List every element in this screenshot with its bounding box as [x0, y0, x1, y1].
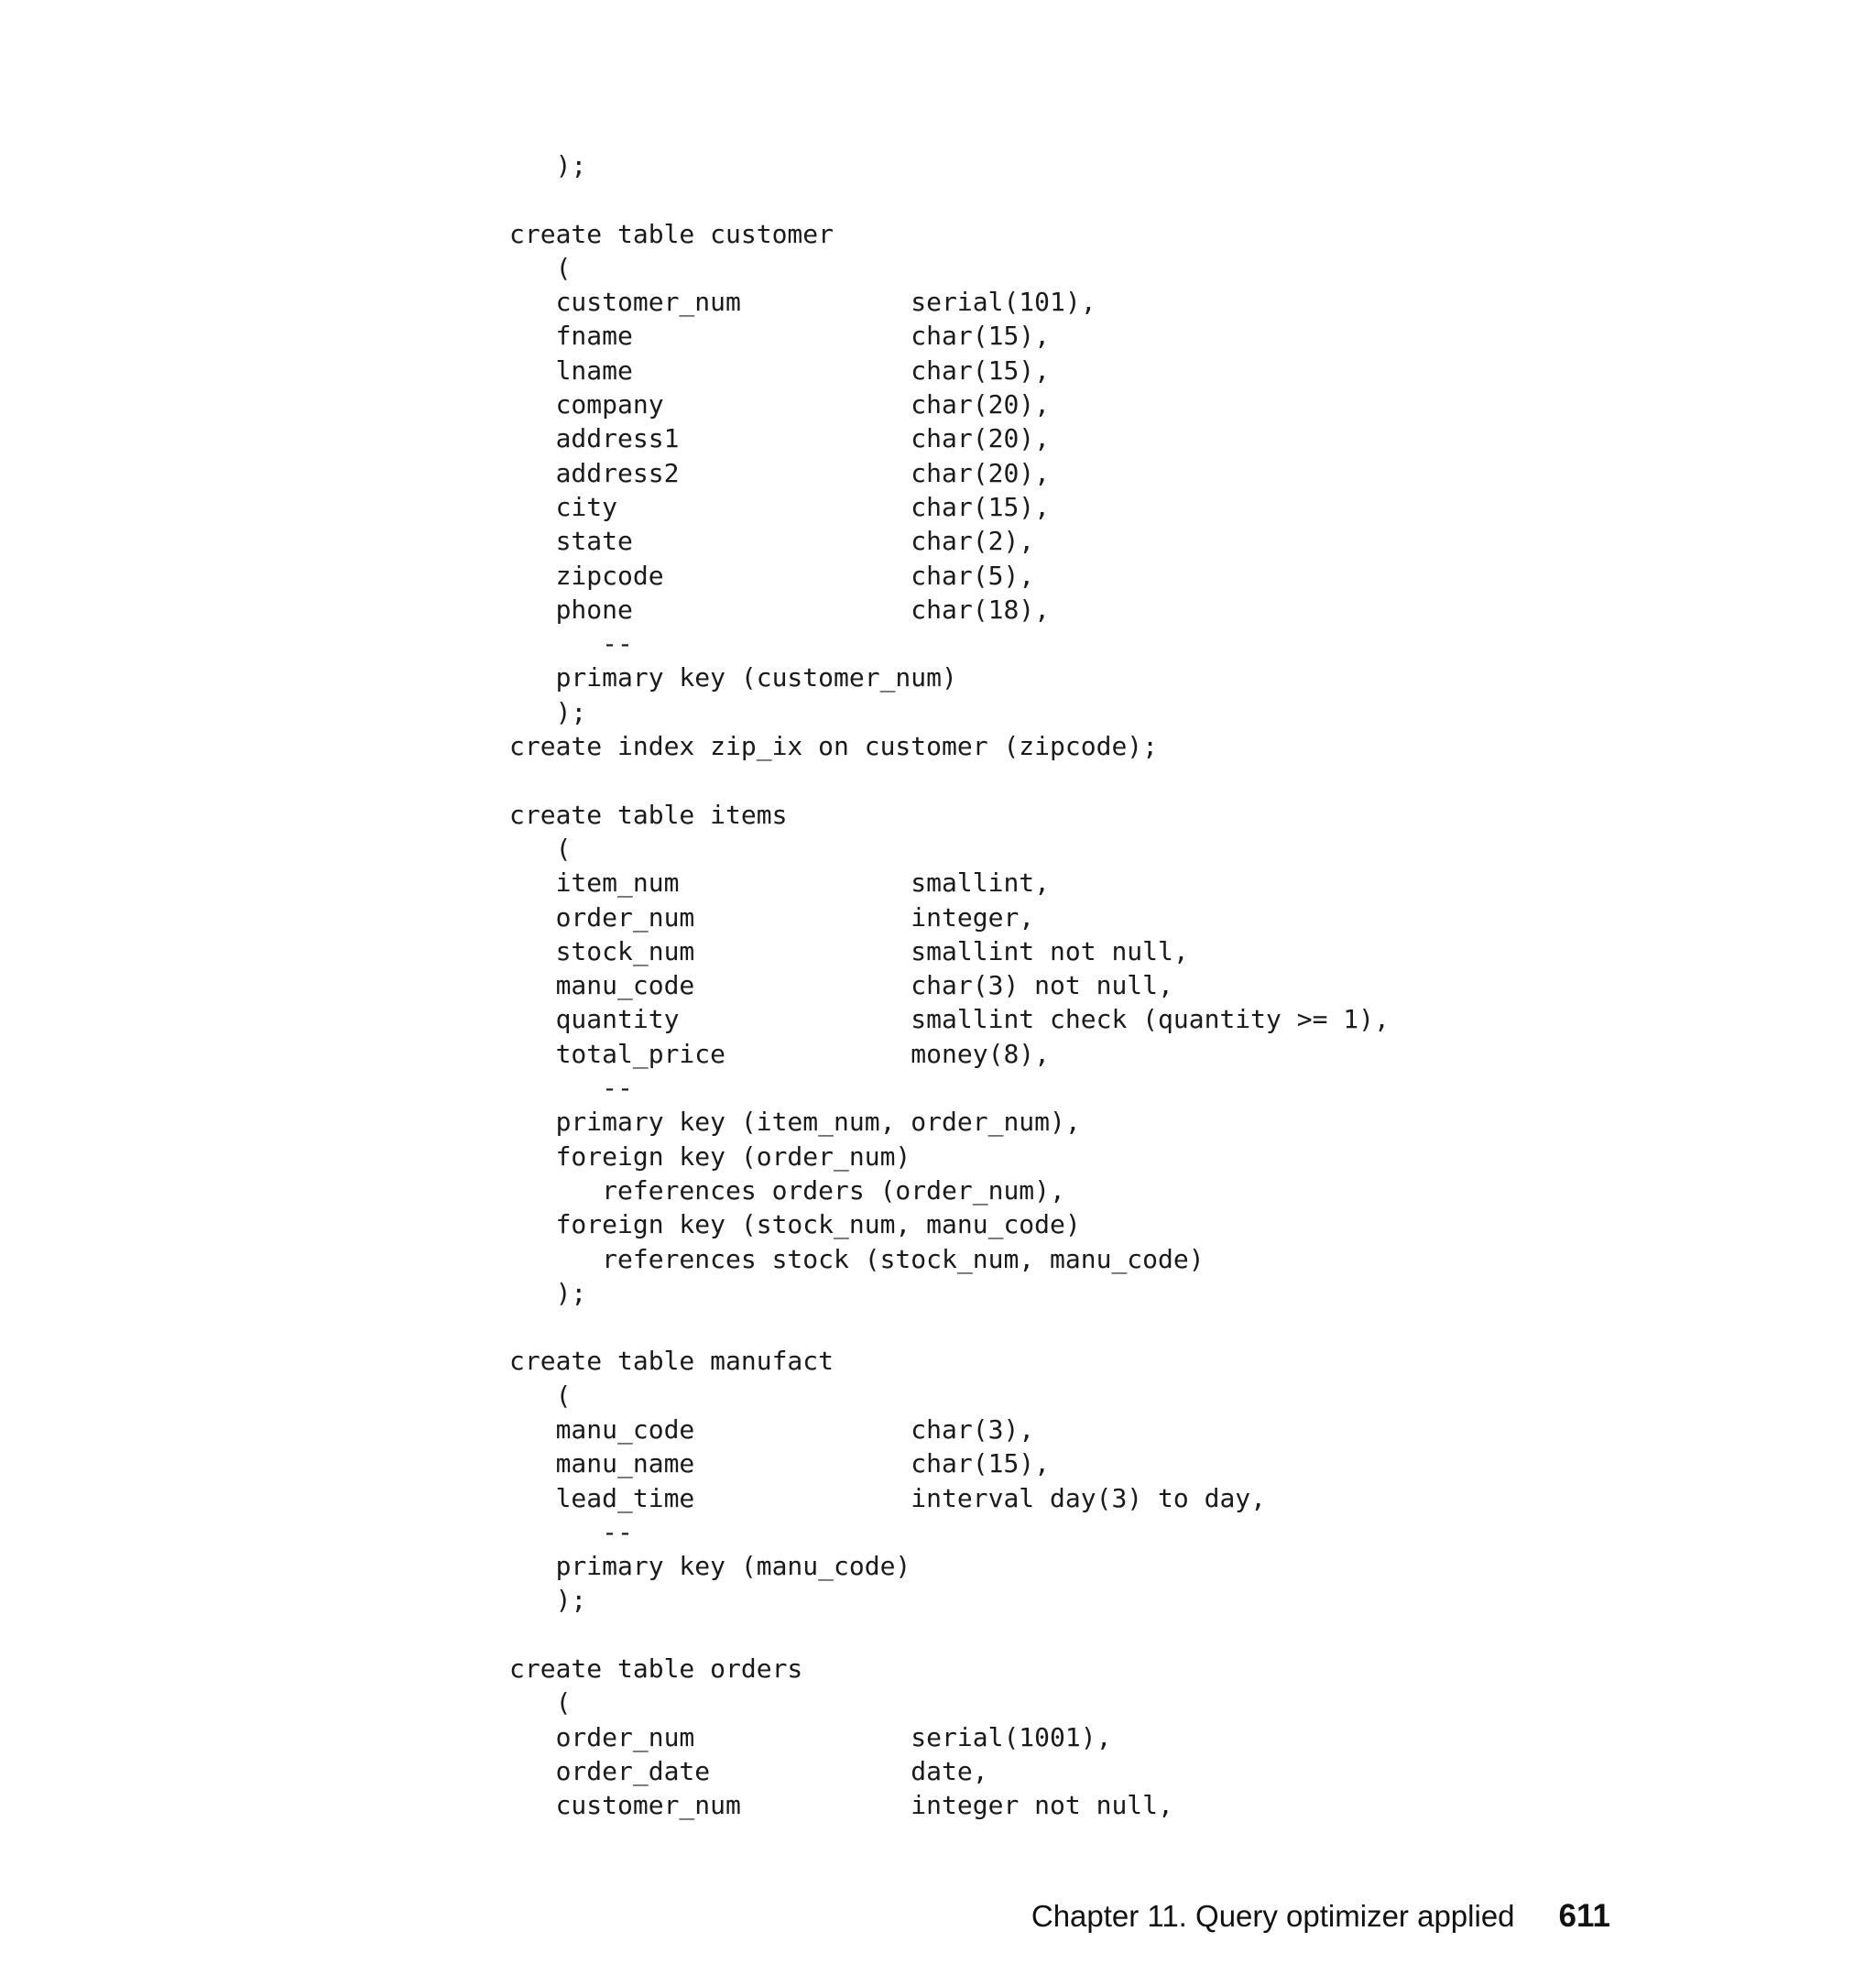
code-line: quantity smallint check (quantity >= 1), — [509, 1004, 1390, 1035]
code-line: total_price money(8), — [509, 1038, 1051, 1069]
code-listing — [509, 148, 1390, 1823]
code-line — [509, 182, 1390, 216]
code-line: ( — [509, 833, 572, 864]
code-line: ); — [509, 150, 587, 180]
code-line: order_num integer, — [509, 901, 1035, 933]
code-line — [509, 763, 1390, 797]
code-line: customer_num serial(101), — [509, 287, 1096, 318]
code-line: customer_num integer not null, — [509, 1790, 1173, 1821]
code-line: -- — [509, 1073, 633, 1104]
code-line: create index zip_ix on customer (zipcode); — [509, 731, 1159, 762]
code-line: manu_name char(15), — [509, 1448, 1051, 1479]
code-line: create table manufact — [509, 1346, 834, 1377]
code-line: ( — [509, 1687, 572, 1719]
code-line: create table customer — [509, 218, 834, 249]
code-line: order_date date, — [509, 1755, 988, 1786]
code-line: -- — [509, 628, 633, 660]
code-line: -- — [509, 1516, 633, 1547]
code-line: ); — [509, 1277, 587, 1308]
code-line: zipcode char(5), — [509, 560, 1035, 591]
code-line: lead_time interval day(3) to day, — [509, 1482, 1267, 1513]
code-line: item_num smallint, — [509, 868, 1051, 899]
code-line — [509, 1618, 1390, 1652]
code-line: ( — [509, 252, 572, 283]
code-line: primary key (item_num, order_num), — [509, 1107, 1081, 1138]
code-line: manu_code char(3), — [509, 1413, 1035, 1445]
code-line: order_num serial(1001), — [509, 1721, 1112, 1752]
code-line: address1 char(20), — [509, 423, 1051, 454]
code-line — [509, 1310, 1390, 1344]
code-line: address2 char(20), — [509, 457, 1051, 488]
code-line: fname char(15), — [509, 321, 1051, 352]
code-line: city char(15), — [509, 491, 1051, 522]
code-line: state char(2), — [509, 526, 1035, 557]
chapter-title: Chapter 11. Query optimizer applied — [1031, 1899, 1515, 1933]
code-line: company char(20), — [509, 389, 1051, 420]
code-line: phone char(18), — [509, 594, 1051, 625]
code-line: references orders (order_num), — [509, 1174, 1065, 1206]
code-line: create table items — [509, 799, 788, 830]
code-line: ); — [509, 696, 587, 727]
code-line: primary key (manu_code) — [509, 1551, 911, 1582]
code-line: manu_code char(3) not null, — [509, 970, 1173, 1001]
code-line: lname char(15), — [509, 355, 1051, 386]
page-footer — [0, 1898, 1610, 1935]
code-line: primary key (customer_num) — [509, 662, 957, 693]
page-number: 611 — [1558, 1898, 1610, 1934]
code-line: stock_num smallint not null, — [509, 935, 1189, 966]
code-line: foreign key (stock_num, manu_code) — [509, 1209, 1081, 1240]
code-line: create table orders — [509, 1653, 803, 1685]
code-line: foreign key (order_num) — [509, 1140, 911, 1172]
code-line: ); — [509, 1585, 587, 1616]
code-line: references stock (stock_num, manu_code) — [509, 1243, 1205, 1274]
code-line: ( — [509, 1380, 572, 1411]
